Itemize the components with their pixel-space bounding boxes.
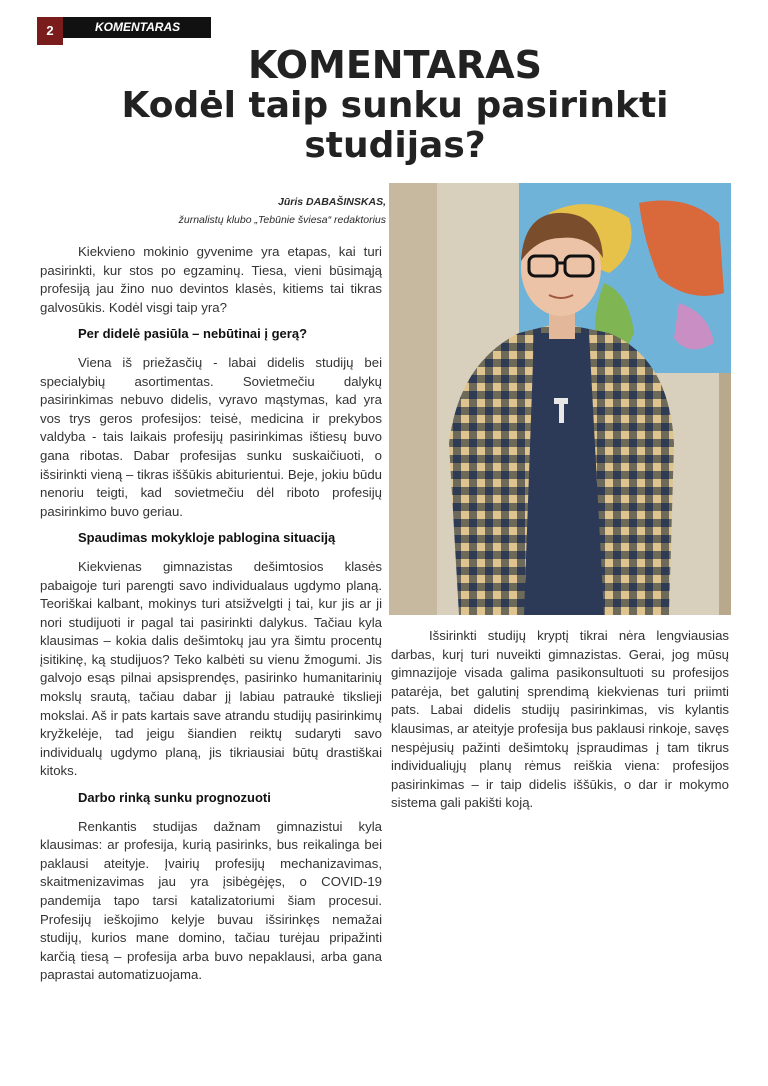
section-label: KOMENTARAS [63, 17, 211, 38]
page-header [37, 17, 211, 38]
headline-title-line2: studijas? [304, 125, 486, 166]
article-paragraph: Viena iš priežasčių - labai didelis studijų bei specialybių asortimentas. Sovietmečiu dalykų pasirinkimas nebuvo didelis, vyravo mąstymas, kad yra vos trys geros profesijos: teisė, medicina ir prekybos valdyba - tais laikais profesijų pasirinkimas ištiesų buvo gana ribotas. Dabar profesijas sunku suskaičiuoti, o išsirinkti vieną – tikras iššūkis abiturientui. Beje, jokiu būdu nenoriu teigti, kad sovietmečiu dėl riboto profesijų pasirinkimo buvo geriau. [40, 354, 382, 519]
subheading-1: Per didelė pasiūla – nebūtinai į gerą? [78, 326, 308, 342]
article-conclusion: Išsirinkti studijų kryptį tikrai nėra lengviausias darbas, kurį turi nuveikti gimnazistas. Gerai, jog mūsų gimnazijoje visada galima pasikonsultuoti su profesijos patarėja, bet galutinį sprendimą kiekvienas turi priimti pats. Labai didelis studijų pasirinkimas, vis kylantis klausimas, ar ateityje profesija bus paklausi rinkoje, savęs nespėjusių pažinti dešimtokų įspraudimas į tam tikrus individualiųjų planų rėmus reiškia viena: profesijos pasirinkimas – ir taip didelis iššūkis, o dar ir mokymo sistema gali pakišti koją. [391, 628, 729, 811]
article-paragraph: Kiekvienas gimnazistas dešimtosios klasės pabaigoje turi parengti savo individualaus ugdymo planą. Teoriškai kalbant, mokinys turi atsižvelgti į tai, kur jis ar ji nori studijuoti ir pagal tai pasirinkti dalykus. Tačiau kyla klausimas – kokia dalis dešimtokų jau yra šimtu procentų įsitikinę, ką studijuos? Teko kalbėti su vienu žmogumi. Jis galvojo esąs pilnai apsisprendęs, pasirinko humanitarinių mokslų srautą, tačiau dabar jį labiau patraukė tikslieji mokslai. Aš ir pats kartais save atrandu studijų pasirinkimų kryžkelėje, tad jeigu šiandien reiktų sudaryti savo individualų ugdymo planą, jis tikriausiai būtų drastiškai kitoks. [40, 558, 382, 779]
article-column-left [40, 243, 382, 993]
author-name: Jūris DABAŠINSKAS, [278, 196, 386, 208]
subheading-2: Spaudimas mokykloje pablogina situaciją [78, 530, 336, 546]
subheading-3: Darbo rinką sunku prognozuoti [78, 790, 271, 806]
author-role: žurnalistų klubo „Tebūnie šviesa“ redaktorius [178, 214, 386, 226]
author-photo [389, 183, 731, 615]
headline [60, 44, 730, 166]
headline-kicker: KOMENTARAS [247, 43, 543, 87]
article-intro: Kiekvieno mokinio gyvenime yra etapas, kai turi pasirinkti, kur stos po egzaminų. Tiesa, vieni būsimąją profesiją jau žino nuo devintos klasės, kitiems tai tikras galvosūkis. Kodėl visgi taip yra? [40, 244, 382, 315]
page-number: 2 [37, 17, 63, 45]
article-column-right [391, 627, 729, 821]
headline-title-line1: Kodėl taip sunku pasirinkti [121, 85, 669, 126]
article-paragraph: Renkantis studijas dažnam gimnazistui kyla klausimas: ar profesija, kurią pasirinks, bus reikalinga bei paklausi ateityje. Įvairių profesijų mechanizavimas, skaitmenizavimas jau yra įsibėgėjęs, o COVID-19 pandemija tapo tarsi katalizatoriumi šiam procesui. Profesijų ieškojimo kelyje buvau išsirinkęs nemažai studijų, kurios mane domino, tačiau turėjau pripažinti karčią tiesą – profesija arba buvo nepaklausi, arba gana paprastai automatizuojama. [40, 818, 382, 983]
byline [179, 193, 386, 229]
